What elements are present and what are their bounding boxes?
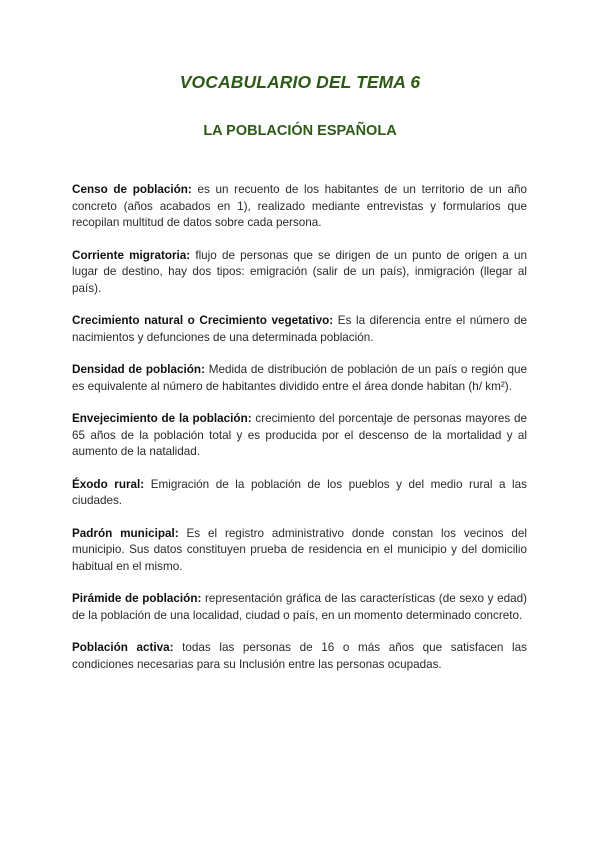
entry-definition: Es la diferencia entre el número de nacimientos y defunciones de una determinada población. — [72, 314, 527, 344]
vocabulary-entry — [72, 182, 527, 232]
entry-term: Población activa: — [72, 641, 174, 654]
vocabulary-entry — [72, 640, 527, 673]
document-subtitle: LA POBLACIÓN ESPAÑOLA — [203, 123, 397, 139]
vocabulary-entry — [72, 411, 527, 461]
entry-definition: crecimiento del porcentaje de personas mayores de 65 años de la población total y es producida por el descenso de la mortalidad y al aumento de la natalidad. — [72, 412, 528, 458]
entry-term: Crecimiento natural o Crecimiento vegetativo: — [72, 314, 334, 327]
vocabulary-entry — [72, 477, 527, 510]
vocabulary-entry — [72, 313, 527, 346]
entry-definition: todas las personas de 16 o más años que satisfacen las condiciones necesarias para su Inclusión entre las personas ocupadas. — [72, 641, 527, 671]
entry-definition: representación gráfica de las características (de sexo y edad) de la población de una localidad, ciudad o país, en un momento determinado concreto. — [72, 592, 528, 622]
entry-definition: flujo de personas que se dirigen de un punto de origen a un lugar de destino, hay dos tipos: emigración (salir de un país), inmigración (llegar al país). — [72, 248, 527, 295]
entry-definition: es un recuento de los habitantes de un territorio de un año concreto (años acabados en 1), realizado mediante entrevistas y formularios que recopilan multitud de datos sobre cada persona. — [72, 183, 527, 229]
vocabulary-entry — [72, 526, 527, 576]
entry-term: Corriente migratoria: — [72, 248, 191, 262]
entry-term: Padrón municipal: — [72, 526, 179, 540]
entry-term: Éxodo rural: — [72, 477, 145, 491]
entry-term: Envejecimiento de la población: — [72, 412, 252, 425]
entry-term: Pirámide de población: — [72, 592, 202, 605]
document-title: VOCABULARIO DEL TEMA 6 — [179, 72, 421, 92]
entry-term: Densidad de población: — [72, 363, 205, 376]
entry-definition: Es el registro administrativo donde constan los vecinos del municipio. Sus datos constituyen prueba de residencia en el municipio y del domicilio habitual en el mismo. — [72, 526, 527, 573]
entry-definition: Medida de distribución de población de un país o región que es equivalente al número de habitantes dividido entre el área donde habitan (h/ km²). — [72, 363, 527, 393]
entry-definition: Emigración de la población de los pueblos y del medio rural a las ciudades. — [72, 477, 527, 507]
entry-term: Censo de población: — [72, 183, 192, 196]
vocabulary-entry — [72, 248, 527, 298]
vocabulary-entry — [72, 591, 527, 624]
vocabulary-list — [72, 182, 527, 689]
vocabulary-entry — [72, 362, 527, 395]
